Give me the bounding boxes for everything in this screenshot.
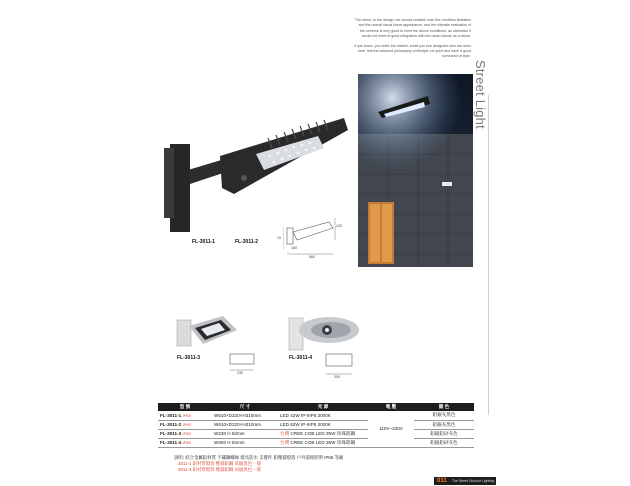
top-dimension-total: 560: [309, 255, 315, 259]
footer-caption: The Street Outdoor Lighting: [452, 479, 494, 483]
col-source-header: 光 源: [278, 403, 368, 411]
table-row: [158, 411, 474, 420]
section-title-text: Street Light: [473, 60, 488, 129]
fl-3011-3-width: 230: [237, 371, 243, 375]
note-line-1: 說明: 結合金屬鋁材質 不鏽鋼螺絲 燈具防水 支撐件 鋁壓鑄燈殼 戶外道路照明 IP65 等級: [174, 455, 344, 460]
source-text: CREE COB LED 35W 珍珠鋁鋼: [290, 439, 356, 445]
table-row: [158, 438, 474, 447]
model-code: FL-3011-3: [160, 431, 182, 436]
model-label-fl-3011-4: FL-3011-4: [289, 355, 313, 361]
size-cell: W610×D220×H310mm: [212, 420, 278, 429]
page-number: 011: [437, 478, 447, 484]
size-cell: W230 H 63mm: [212, 429, 278, 438]
top-dimension-side: 10: [277, 236, 281, 240]
table-row: [158, 420, 474, 429]
col-voltage-header: 電 壓: [368, 403, 414, 411]
model-cell: [158, 420, 212, 429]
source-origin: 台灣: [280, 430, 290, 436]
color-cell: 鋁銀鋁砂灰色: [414, 429, 474, 438]
model-label-fl-3011-3: FL-3011-3: [177, 355, 201, 361]
night-building-photo: [358, 74, 473, 267]
intro-paragraph-1: The street, to the design, we should consider both the condition limitation and the overall visual linear appearance, and the ultimate evaluation of the scheme is very good to meet the above conditions, as otherwise it would not meet of good integration with the urban blocks as a whole.: [354, 18, 471, 39]
size-cell: W610×D220×H310mm: [212, 411, 278, 420]
installation-photo: [358, 74, 473, 267]
model-label-fl-3011-1: FL-3011-1: [192, 239, 216, 245]
top-dimension-depth: 120: [336, 224, 342, 228]
model-code: FL-3011-4: [160, 440, 182, 445]
color-cell: 鋁銀鋁砂灰色: [414, 438, 474, 447]
col-size-header: 尺 寸: [212, 403, 278, 411]
section-title: [473, 60, 489, 150]
intro-paragraph-2: If you leave, you enter the market, could you see designers who are seen here, this the subdued philosophy of lifestyle, be quiet and have a good command of style.: [354, 43, 471, 59]
fl-3011-3-dimension-svg: [224, 350, 262, 378]
model-label-fl-3011-2: FL-3011-2: [235, 239, 259, 245]
model-cell: [158, 429, 212, 438]
col-model-header: 型 號: [158, 403, 212, 411]
intro-text: [353, 18, 471, 64]
spec-header-row: [158, 403, 474, 411]
model-cell: [158, 411, 212, 420]
source-cell: [278, 420, 368, 429]
top-dimension-width: 180: [291, 246, 297, 250]
section-divider: [488, 95, 489, 415]
color-cell: 鋁銀灰黑色: [414, 420, 474, 429]
spec-table: [158, 403, 474, 448]
source-cell: [278, 411, 368, 420]
model-cell: [158, 438, 212, 447]
page-footer: [434, 477, 496, 485]
note-line-3: 3011-3 鋁材質燈殼 壓鑄鋁鋼 高級黑色一層: [178, 467, 261, 472]
ip-rating: IP65: [182, 440, 191, 445]
fl-3011-4-width: 300: [334, 375, 340, 379]
fl-3011-4-dimension-svg: [320, 350, 360, 384]
size-cell: W300 H 63mm: [212, 438, 278, 447]
source-cell: [278, 429, 368, 438]
color-cell: 鋁銀灰黑色: [414, 411, 474, 420]
source-text: LED 62W IP-IIIP5 3000K: [280, 422, 331, 427]
top-dimension-drawing: [277, 210, 345, 260]
table-row: [158, 429, 474, 438]
fl-3011-3-dimension: [224, 350, 262, 378]
model-code: FL-3011-2: [160, 422, 182, 427]
source-text: CREE COB LED 35W 珍珠鋁鋼: [290, 430, 356, 436]
ip-rating: IP65: [182, 431, 191, 436]
col-color-header: 顏 色: [414, 403, 474, 411]
ip-rating: IP65: [182, 412, 191, 418]
source-cell: [278, 438, 368, 447]
top-dimension-svg: [283, 210, 345, 260]
fl-3011-4-dimension: [320, 350, 360, 384]
notes: [174, 455, 343, 473]
voltage-cell: 110V~220V: [368, 411, 414, 447]
source-text: LED 42W IP-IIIP5 3000K: [280, 412, 331, 418]
source-origin: 台灣: [280, 439, 290, 445]
note-line-2: 3011-1 鋁材質燈殼 壓鑄鋁鋼 高級黑色一層: [178, 461, 261, 466]
ip-rating: IP65: [182, 422, 191, 427]
model-code: FL-3011-1: [160, 412, 182, 418]
